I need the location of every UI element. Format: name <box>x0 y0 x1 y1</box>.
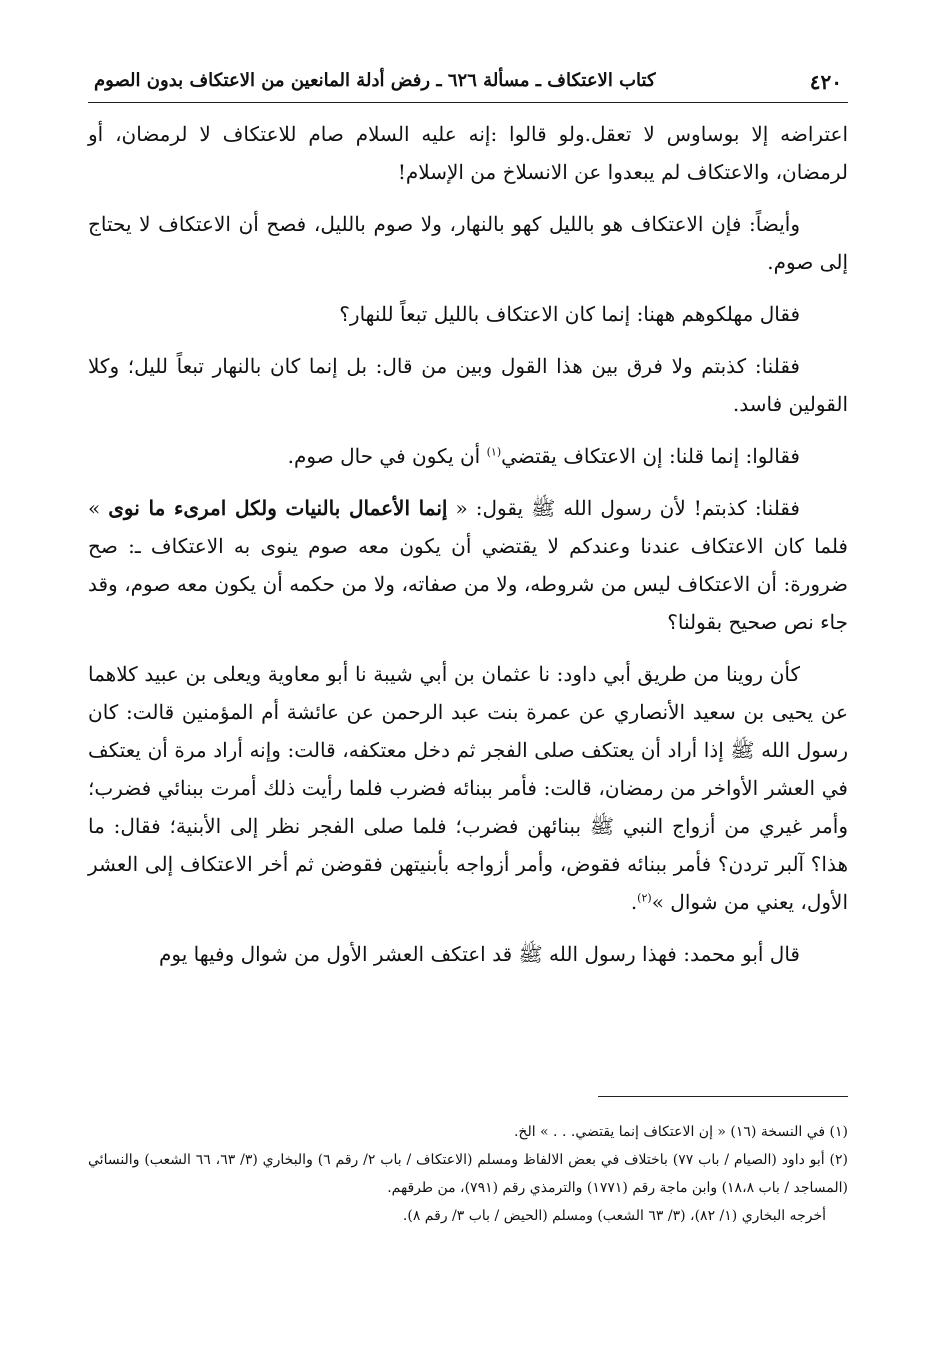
paragraph-1: اعتراضه إلا بوساوس لا تعقل.ولو قالوا :إنه عليه السلام صام للاعتكاف لا لرمضان، أو لرمضان، والاعتكاف لم يبعدوا عن الانسلاخ من الإسلام! <box>88 122 848 184</box>
footnote-2-continuation: أخرجه البخاري (١/ ٨٢)، (٣/ ٦٣ الشعب) ومسلم (الحيض / باب ٣/ رقم ٨). <box>402 1208 826 1224</box>
book-page <box>88 58 848 1348</box>
paragraph-5 <box>88 437 848 475</box>
paragraph-7-end: . <box>630 890 638 914</box>
page-number: ٤٢٠ <box>809 70 842 94</box>
paragraph-7 <box>88 655 848 921</box>
hadith-quote: إنما الأعمال بالنيات ولكل امرىء ما نوى <box>108 496 448 520</box>
page-header <box>88 58 848 103</box>
paragraph-2: وأيضاً: فإن الاعتكاف هو بالليل كهو بالنهار، ولا صوم بالليل، فصح أن الاعتكاف لا يحتاج إلى صوم. <box>88 212 848 274</box>
paragraph-8: قال أبو محمد: فهذا رسول الله ﷺ قد اعتكف العشر الأول من شوال وفيها يوم <box>159 942 800 966</box>
footnote-divider <box>598 1096 848 1097</box>
running-title: كتاب الاعتكاف ـ مسألة ٦٢٦ ـ رفض أدلة المانعين من الاعتكاف بدون الصوم <box>94 70 656 91</box>
paragraph-5-text: فقالوا: إنما قلنا: إن الاعتكاف يقتضي <box>501 444 800 468</box>
paragraph-3: فقال مهلكوهم ههنا: إنما كان الاعتكاف بالليل تبعاً للنهار؟ <box>339 302 800 326</box>
paragraph-6 <box>88 489 848 641</box>
paragraph-5-tail: أن يكون في حال صوم. <box>287 444 487 468</box>
footnote-ref-1: (١) <box>486 445 502 459</box>
paragraph-7-text: كأن روينا من طريق أبي داود: نا عثمان بن أبي شيبة نا أبو معاوية ويعلى بن عبيد كلاهما عن يحيى بن سعيد الأنصاري عن عمرة بنت عبد الرحمن عن عائشة أم المؤمنين قالت: كان رسول الله ﷺ إذا أراد أن يعتكف صلى الفجر ثم دخل معتكفه، قالت: وإنه أراد مرة أن يعتكف في العشر الأواخر من رمضان، قالت: فأمر ببنائه فضرب فلما رأيت ذلك أمرت ببنائي فضرب؛ وأمر غيري من أزواج النبي ﷺ ببنائهن فضرب؛ فلما صلى الفجر نظر إلى الأبنية؛ فقال: ما هذا؟ آلبر تردن؟ فأمر ببنائه فقوض، وأمر أزواجه بأبنيتهن فقوضن ثم أخر الاعتكاف إلى العشر الأول، يعني من شوال » <box>88 662 848 914</box>
footnote-1: (١) في النسخة (١٦) « إن الاعتكاف إنما يقتضي. . . » الخ. <box>513 1124 848 1140</box>
footnote-2: (٢) أبو داود (الصيام / باب ٧٧) باختلاف في بعض الالفاظ ومسلم (الاعتكاف / باب ٢/ رقم ٦) والبخاري (٣/ ٦٣، ٦٦ الشعب) والنسائي (المساجد / باب ١٨،٨) وابن ماجة رقم (١٧٧١) والترمذي رقم (٧٩١)، من طرقهم. <box>88 1152 849 1196</box>
page-body <box>88 103 848 973</box>
paragraph-6-text: » فلما كان الاعتكاف عندنا وعندكم لا يقتضي أن يكون معه صوم ينوى به الاعتكاف ـ: صح ضرورة: أن الاعتكاف ليس من شروطه، ولا من صفاته، ولا من حكمه أن يكون معه صوم، وقد جاء نص صحيح بقولنا؟ <box>88 496 848 634</box>
paragraph-4: فقلنا: كذبتم ولا فرق بين هذا القول وبين من قال: بل إنما كان بالنهار تبعاً لليل؛ وكلا القولين فاسد. <box>88 354 848 416</box>
footnotes <box>88 1118 848 1230</box>
footnote-ref-2: (٢) <box>637 891 652 905</box>
paragraph-6-lead: فقلنا: كذبتم! لأن رسول الله ﷺ يقول: « <box>447 496 800 520</box>
